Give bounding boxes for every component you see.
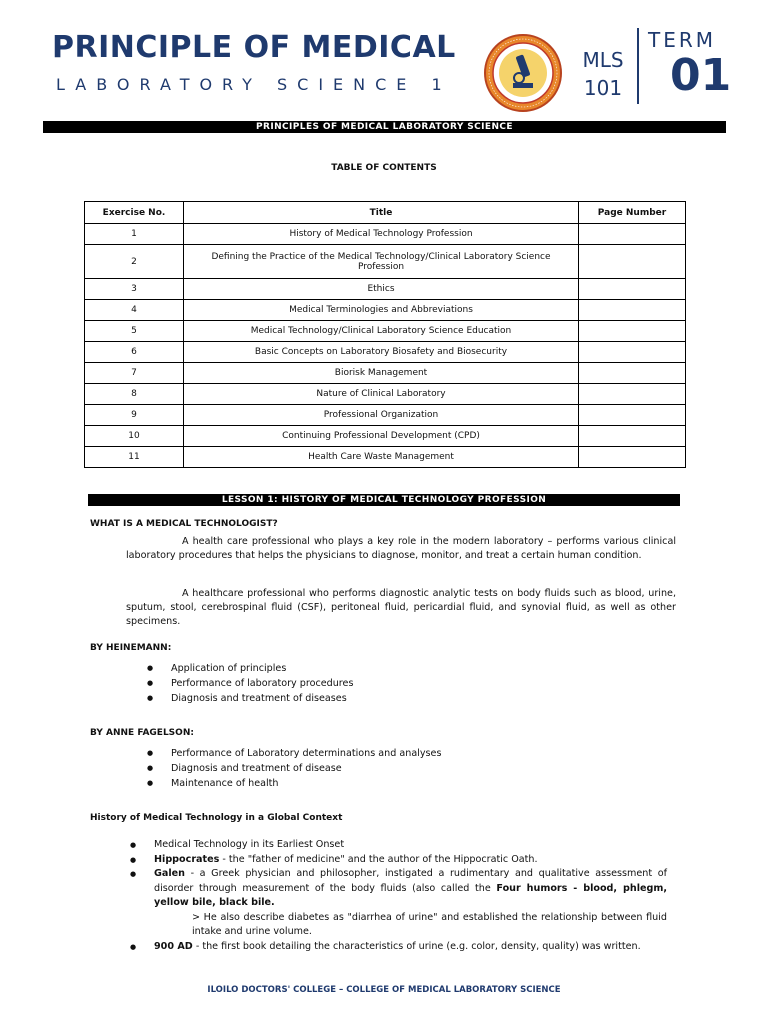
table-row <box>85 279 686 300</box>
history-term: 900 AD <box>154 940 193 952</box>
toc-cell-page <box>579 342 686 363</box>
toc-cell-no: 10 <box>85 426 184 447</box>
header-divider <box>637 28 639 104</box>
toc-cell-page <box>579 447 686 468</box>
toc-cell-no: 6 <box>85 342 184 363</box>
fagelson-heading: BY ANNE FAGELSON: <box>90 728 194 738</box>
history-subnote: > He also describe diabetes as "diarrhea of urine" and established the relationship between fluid intake and urine volume. <box>192 911 667 937</box>
toc-cell-page <box>579 224 686 245</box>
table-row <box>85 342 686 363</box>
toc-cell-page <box>579 279 686 300</box>
toc-cell-title: Biorisk Management <box>184 363 579 384</box>
toc-cell-no: 2 <box>85 245 184 279</box>
history-item-text: - a Greek physician and philosopher, instigated a rudimentary and qualitative assessment of disorder through measurement of the body fluids (also called the <box>154 868 667 894</box>
course-code-line2: 101 <box>583 76 623 100</box>
toc-header-page: Page Number <box>579 202 686 224</box>
table-row <box>85 245 686 279</box>
list-item: ● Diagnosis and treatment of disease <box>147 761 441 776</box>
course-code-line1: MLS <box>582 48 624 72</box>
list-item: ● Maintenance of health <box>147 776 441 791</box>
what-is-heading: WHAT IS A MEDICAL TECHNOLOGIST? <box>90 519 278 529</box>
table-row <box>85 321 686 342</box>
toc-cell-title: Medical Terminologies and Abbreviations <box>184 300 579 321</box>
toc-cell-title: Nature of Clinical Laboratory <box>184 384 579 405</box>
toc-table <box>84 201 686 468</box>
term-number: 01 <box>670 50 732 101</box>
toc-cell-no: 3 <box>85 279 184 300</box>
toc-cell-page <box>579 363 686 384</box>
toc-cell-title: Continuing Professional Development (CPD) <box>184 426 579 447</box>
document-header <box>0 0 768 112</box>
heinemann-heading: BY HEINEMANN: <box>90 643 172 653</box>
table-row <box>85 224 686 245</box>
history-list <box>130 838 667 954</box>
toc-body <box>85 224 686 468</box>
toc-cell-no: 7 <box>85 363 184 384</box>
table-row <box>85 447 686 468</box>
table-row <box>85 405 686 426</box>
table-row <box>85 384 686 405</box>
toc-cell-no: 5 <box>85 321 184 342</box>
history-term: Galen <box>154 868 185 879</box>
list-item <box>130 838 667 853</box>
table-row <box>85 363 686 384</box>
college-seal-icon <box>483 33 563 113</box>
toc-cell-page <box>579 384 686 405</box>
history-item-text: - the "father of medicine" and the author of the Hippocratic Oath. <box>219 853 538 865</box>
toc-title: TABLE OF CONTENTS <box>331 163 437 173</box>
list-item: ● Application of principles <box>147 661 353 676</box>
table-row <box>85 300 686 321</box>
toc-cell-title: Professional Organization <box>184 405 579 426</box>
history-term: Hippocrates <box>154 853 220 865</box>
toc-cell-title: Health Care Waste Management <box>184 447 579 468</box>
history-item-text: - the first book detailing the characteristics of urine (e.g. color, density, quality) was written. <box>192 940 641 952</box>
course-code <box>578 46 628 102</box>
list-item <box>130 867 667 940</box>
toc-cell-title: Ethics <box>184 279 579 300</box>
toc-cell-title: Basic Concepts on Laboratory Biosafety and Biosecurity <box>184 342 579 363</box>
toc-cell-title: History of Medical Technology Profession <box>184 224 579 245</box>
course-title: PRINCIPLE OF MEDICAL <box>52 30 456 65</box>
toc-header-title: Title <box>184 202 579 224</box>
fagelson-list <box>147 746 441 791</box>
heinemann-list <box>147 661 353 706</box>
toc-cell-title: Medical Technology/Clinical Laboratory Science Education <box>184 321 579 342</box>
toc-cell-page <box>579 426 686 447</box>
history-item-text: Medical Technology in its Earliest Onset <box>154 839 345 850</box>
list-item <box>130 853 667 868</box>
toc-header-exercise: Exercise No. <box>85 202 184 224</box>
list-item: ● Performance of Laboratory determinations and analyses <box>147 746 441 761</box>
history-heading: History of Medical Technology in a Global Context <box>90 813 343 823</box>
toc-cell-no: 9 <box>85 405 184 426</box>
list-item: ● Diagnosis and treatment of diseases <box>147 691 353 706</box>
what-is-paragraph-2: A healthcare professional who performs diagnostic analytic tests on body fluids such as blood, urine, sputum, stool, cerebrospinal fluid (CSF), peritoneal fluid, pericardial fluid, and synovial fluid, as well as other specimens. <box>126 588 676 627</box>
toc-cell-page <box>579 245 686 279</box>
toc-cell-page <box>579 300 686 321</box>
toc-cell-no: 4 <box>85 300 184 321</box>
toc-cell-no: 8 <box>85 384 184 405</box>
lesson-bar: LESSON 1: HISTORY OF MEDICAL TECHNOLOGY PROFESSION <box>88 494 680 506</box>
history-term: Four humors - blood, phlegm, yellow bile, black bile. <box>154 882 667 908</box>
list-item: ● Performance of laboratory procedures <box>147 676 353 691</box>
page-footer: ILOILO DOCTORS' COLLEGE – COLLEGE OF MEDICAL LABORATORY SCIENCE <box>207 985 561 995</box>
table-row <box>85 426 686 447</box>
term-label: TERM <box>648 28 717 52</box>
course-subtitle: LABORATORY SCIENCE 1 <box>56 75 452 94</box>
list-item <box>130 940 667 955</box>
toc-cell-no: 1 <box>85 224 184 245</box>
section-bar: PRINCIPLES OF MEDICAL LABORATORY SCIENCE <box>43 121 726 133</box>
toc-cell-page <box>579 321 686 342</box>
toc-cell-no: 11 <box>85 447 184 468</box>
what-is-paragraph-1: A health care professional who plays a key role in the modern laboratory – performs various clinical laboratory procedures that helps the physicians to diagnose, monitor, and treat a certain human condition. <box>126 536 676 561</box>
toc-cell-page <box>579 405 686 426</box>
toc-header-row <box>85 202 686 224</box>
toc-cell-title: Defining the Practice of the Medical Technology/Clinical Laboratory Science Profession <box>184 245 579 279</box>
